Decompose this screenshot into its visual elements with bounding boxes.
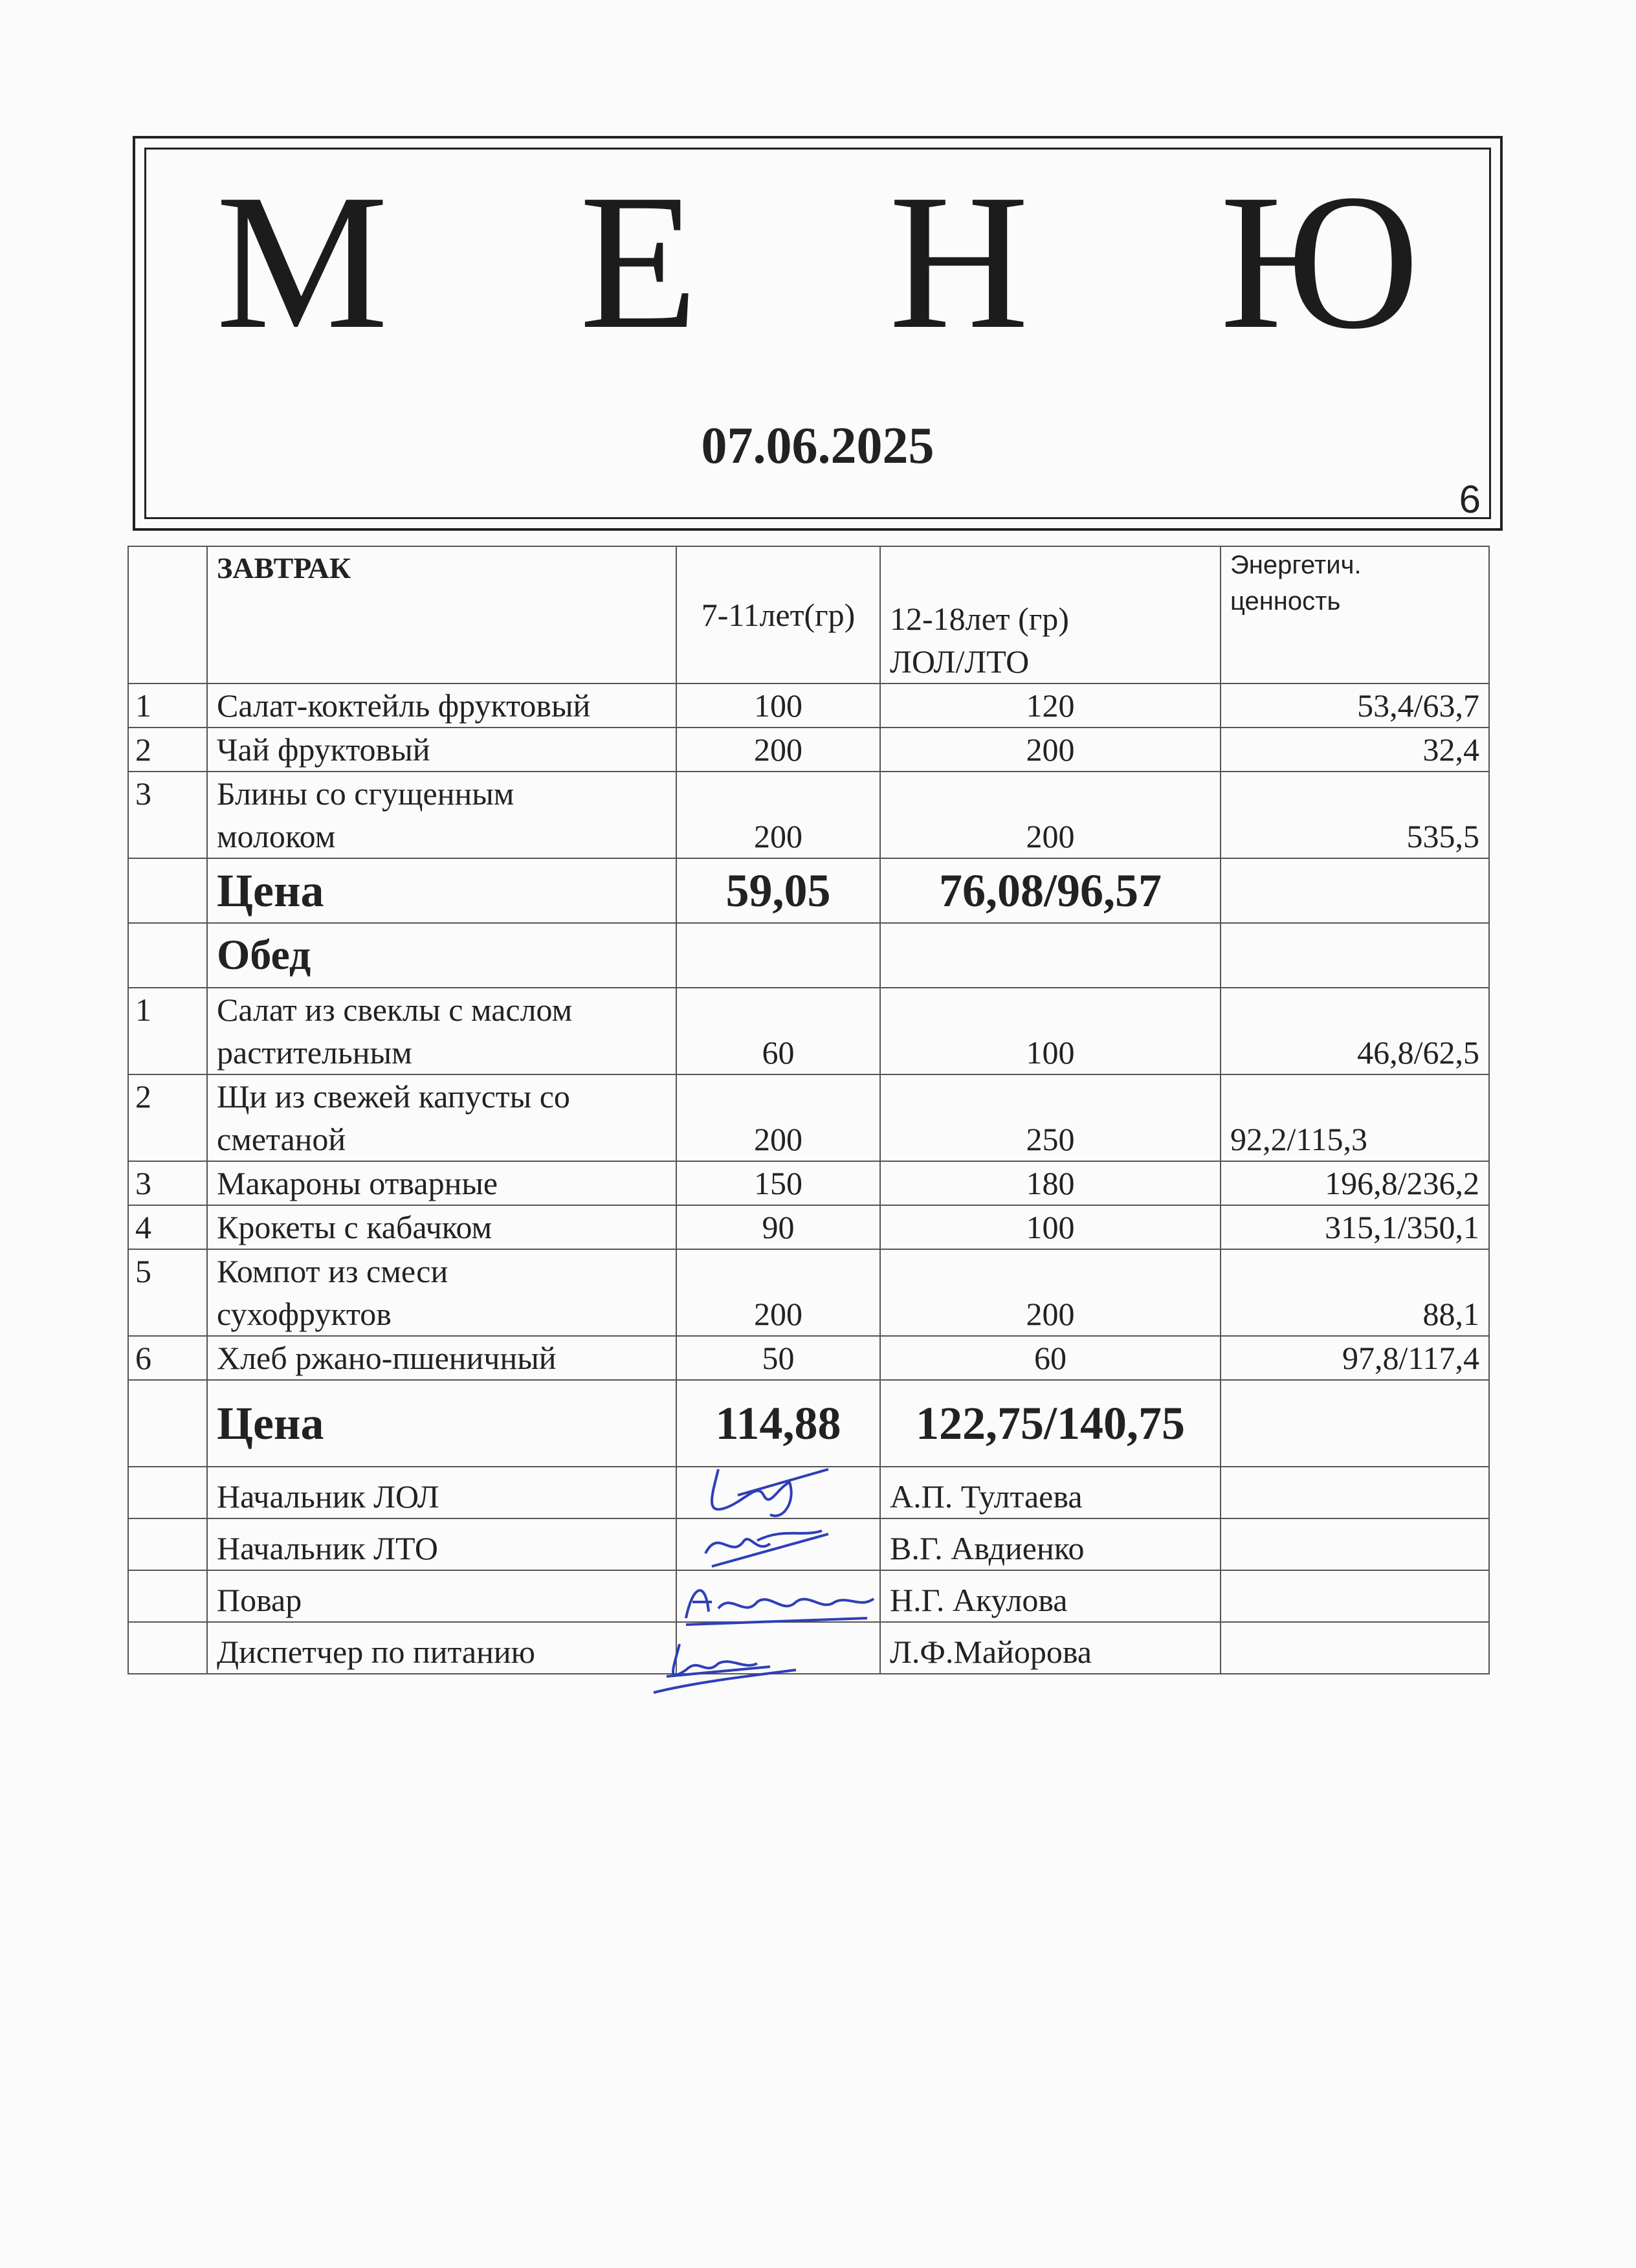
signature-mark-cell (676, 1518, 880, 1570)
grams-12-18: 200 (880, 772, 1221, 858)
grams-12-18: 100 (880, 1205, 1221, 1249)
dish-name-line2: сухофруктов (217, 1296, 392, 1332)
breakfast-price-row (128, 858, 1489, 923)
col-age-12-18-line2: ЛОЛ/ЛТО (890, 643, 1030, 680)
energy-value: 97,8/117,4 (1221, 1336, 1489, 1380)
dish-name (207, 988, 676, 1074)
energy-value: 53,4/63,7 (1221, 684, 1489, 728)
lunch-price-row (128, 1380, 1489, 1467)
grams-7-11: 60 (676, 988, 880, 1074)
energy-value: 32,4 (1221, 728, 1489, 772)
row-number: 4 (128, 1205, 207, 1249)
signature-row (128, 1518, 1489, 1570)
grams-12-18: 120 (880, 684, 1221, 728)
signature-role: Начальник ЛОЛ (207, 1467, 676, 1518)
energy-value: 88,1 (1221, 1249, 1489, 1336)
price-num-cell (128, 1380, 207, 1467)
grams-12-18: 250 (880, 1074, 1221, 1161)
energy-value: 315,1/350,1 (1221, 1205, 1489, 1249)
signature-mark-cell (676, 1467, 880, 1518)
col-age-12-18 (880, 546, 1221, 684)
signature-role: Начальник ЛТО (207, 1518, 676, 1570)
header-row (128, 546, 1489, 684)
signature-person: Л.Ф.Майорова (880, 1622, 1221, 1674)
breakfast-heading: ЗАВТРАК (207, 546, 676, 684)
signature-num-cell (128, 1467, 207, 1518)
title-box (133, 136, 1503, 531)
signature-row (128, 1570, 1489, 1622)
dish-name: Салат-коктейль фруктовый (207, 684, 676, 728)
lunch-section-row (128, 923, 1489, 988)
price-num-cell (128, 858, 207, 923)
header-num-cell (128, 546, 207, 684)
col-age-12-18-line1: 12-18лет (гр) (890, 601, 1069, 637)
price-energy-cell (1221, 1380, 1489, 1467)
grams-7-11: 150 (676, 1161, 880, 1205)
grams-7-11: 200 (676, 772, 880, 858)
col-age-7-11: 7-11лет(гр) (676, 546, 880, 684)
grams-7-11: 90 (676, 1205, 880, 1249)
signature-person: Н.Г. Акулова (880, 1570, 1221, 1622)
empty-cell (1221, 1570, 1489, 1622)
dish-name-line2: сметаной (217, 1121, 346, 1157)
menu-date: 07.06.2025 (701, 417, 934, 474)
grams-12-18: 60 (880, 1336, 1221, 1380)
signature-num-cell (128, 1622, 207, 1674)
grams-7-11: 200 (676, 1249, 880, 1336)
signature-person: В.Г. Авдиенко (880, 1518, 1221, 1570)
empty-cell (880, 923, 1221, 988)
grams-12-18: 200 (880, 1249, 1221, 1336)
price-12-18: 76,08/96,57 (880, 858, 1221, 923)
price-energy-cell (1221, 858, 1489, 923)
empty-cell (1221, 1622, 1489, 1674)
row-number: 2 (128, 728, 207, 772)
energy-value: 92,2/115,3 (1221, 1074, 1489, 1161)
row-number: 3 (128, 1161, 207, 1205)
row-number: 2 (128, 1074, 207, 1161)
price-label: Цена (207, 1380, 676, 1467)
price-7-11: 114,88 (676, 1380, 880, 1467)
empty-cell (1221, 1467, 1489, 1518)
table-row (128, 684, 1489, 728)
dish-name-line2: молоком (217, 818, 336, 854)
signature-num-cell (128, 1518, 207, 1570)
row-number: 5 (128, 1249, 207, 1336)
col-energy (1221, 546, 1489, 684)
grams-12-18: 180 (880, 1161, 1221, 1205)
menu-title: М Е Н Ю (216, 154, 1491, 369)
section-num-cell (128, 923, 207, 988)
table-row (128, 728, 1489, 772)
signature-row (128, 1622, 1489, 1674)
grams-7-11: 100 (676, 684, 880, 728)
signature-mark-cell (676, 1622, 880, 1674)
dish-name (207, 1249, 676, 1336)
price-12-18: 122,75/140,75 (880, 1380, 1221, 1467)
col-energy-line2: ценность (1230, 587, 1341, 616)
row-number: 1 (128, 988, 207, 1074)
signature-mark-cell (676, 1570, 880, 1622)
lunch-heading: Обед (207, 923, 676, 988)
price-label: Цена (207, 858, 676, 923)
signature-role: Диспетчер по питанию (207, 1622, 676, 1674)
table-row (128, 1074, 1489, 1161)
row-number: 3 (128, 772, 207, 858)
dish-name-line1: Салат из свеклы с маслом (217, 992, 573, 1028)
row-number: 1 (128, 684, 207, 728)
signature-num-cell (128, 1570, 207, 1622)
table-row (128, 1161, 1489, 1205)
signature-person: А.П. Тултаева (880, 1467, 1221, 1518)
grams-12-18: 100 (880, 988, 1221, 1074)
empty-cell (1221, 1518, 1489, 1570)
table-row (128, 772, 1489, 858)
row-number: 6 (128, 1336, 207, 1380)
dish-name-line1: Щи из свежей капусты со (217, 1078, 570, 1115)
page-number: 6 (1459, 478, 1481, 521)
signature-row (128, 1467, 1489, 1518)
dish-name: Хлеб ржано-пшеничный (207, 1336, 676, 1380)
dish-name (207, 1074, 676, 1161)
menu-table (127, 546, 1490, 1674)
table-row (128, 1336, 1489, 1380)
dish-name: Чай фруктовый (207, 728, 676, 772)
table-row (128, 1249, 1489, 1336)
grams-7-11: 200 (676, 1074, 880, 1161)
dish-name (207, 772, 676, 858)
dish-name-line1: Компот из смеси (217, 1253, 448, 1289)
price-7-11: 59,05 (676, 858, 880, 923)
dish-name: Крокеты с кабачком (207, 1205, 676, 1249)
dish-name-line1: Блины со сгущенным (217, 775, 514, 812)
table-row (128, 1205, 1489, 1249)
energy-value: 535,5 (1221, 772, 1489, 858)
dish-name: Макароны отварные (207, 1161, 676, 1205)
signature-role: Повар (207, 1570, 676, 1622)
grams-12-18: 200 (880, 728, 1221, 772)
empty-cell (1221, 923, 1489, 988)
dish-name-line2: растительным (217, 1034, 412, 1071)
energy-value: 46,8/62,5 (1221, 988, 1489, 1074)
grams-7-11: 50 (676, 1336, 880, 1380)
energy-value: 196,8/236,2 (1221, 1161, 1489, 1205)
col-energy-line1: Энергетич. (1230, 551, 1362, 579)
empty-cell (676, 923, 880, 988)
grams-7-11: 200 (676, 728, 880, 772)
table-row (128, 988, 1489, 1074)
